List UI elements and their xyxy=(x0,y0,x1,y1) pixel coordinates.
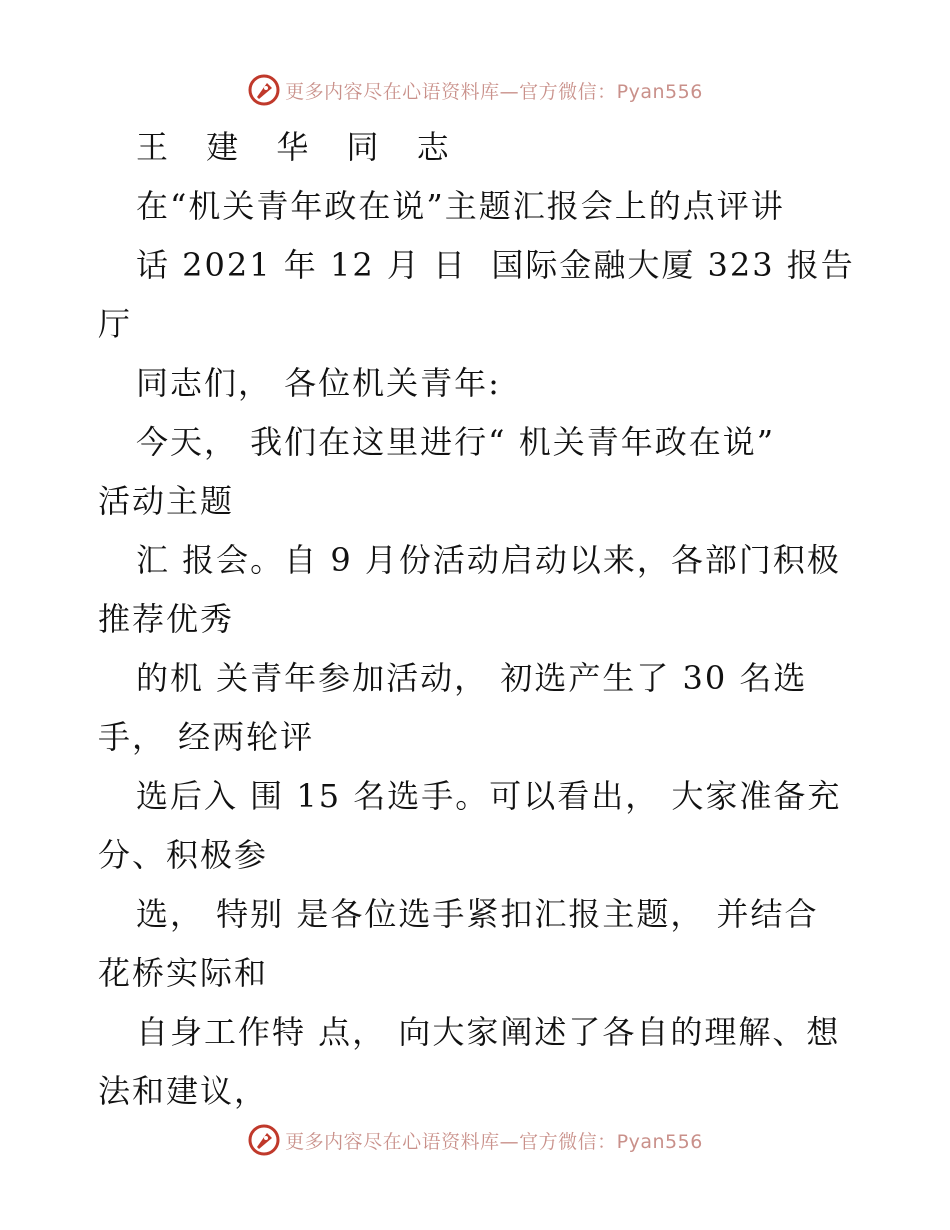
paragraph-line: 厅 xyxy=(98,305,133,343)
paragraph-line: 选， 特别 是各位选手紧扣汇报主题， 并结合 xyxy=(136,895,819,933)
paragraph-line: 花桥实际和 xyxy=(98,954,269,992)
banner-text: 更多内容尽在心语资料库—官方微信：Pyan556 xyxy=(285,1130,703,1153)
paragraph-line: 手， 经两轮评 xyxy=(98,718,315,756)
pen-nib-circle-icon xyxy=(247,1123,281,1157)
paragraph-line: 分、积极参 xyxy=(98,836,269,874)
header-banner xyxy=(0,70,950,110)
paragraph-line: 活动主题 xyxy=(98,482,235,520)
speaker-name: 王 建 华 同 志 xyxy=(136,128,463,166)
paragraph-line: 汇 报会。自 9 月份活动启动以来，各部门积极 xyxy=(136,541,841,579)
speech-title-line: 在“机关青年政在说”主题汇报会上的点评讲 xyxy=(136,187,785,225)
paragraph-line: 法和建议， xyxy=(98,1072,269,1110)
footer-banner xyxy=(0,1120,950,1160)
banner-text: 更多内容尽在心语资料库—官方微信：Pyan556 xyxy=(285,80,703,103)
speech-date-location-line: 话 2021 年 12 月 日 国际金融大厦 323 报告 xyxy=(136,246,855,284)
salutation: 同志们， 各位机关青年: xyxy=(136,364,501,402)
paragraph-line: 选后入 围 15 名选手。可以看出， 大家准备充 xyxy=(136,777,842,815)
paragraph-line: 的机 关青年参加活动， 初选产生了 30 名选 xyxy=(136,659,808,697)
paragraph-line: 推荐优秀 xyxy=(98,600,235,638)
paragraph-line: 自身工作特 点， 向大家阐述了各自的理解、想 xyxy=(136,1013,841,1051)
document-body xyxy=(98,118,858,1121)
paragraph-line: 今天， 我们在这里进行“ 机关青年政在说” xyxy=(136,423,776,461)
pen-nib-circle-icon xyxy=(247,73,281,107)
